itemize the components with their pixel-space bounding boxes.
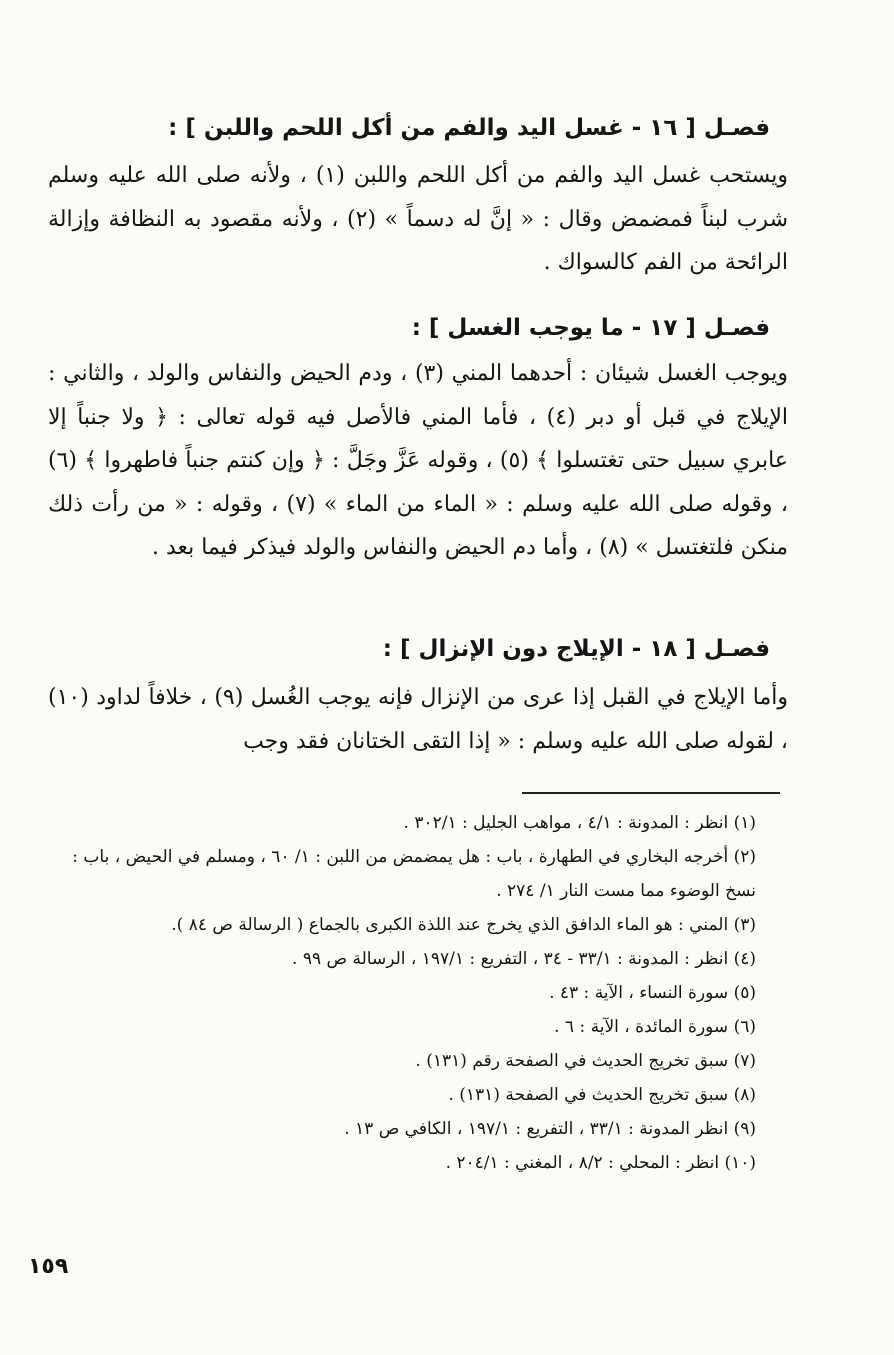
footnote-8: (٨) سبق تخريج الحديث في الصفحة (١٣١) . — [448, 1085, 756, 1105]
section-paragraph: ويوجب الغسل شيئان : أحدهما المني (٣) ، ودم الحيض والنفاس والولد ، والثاني : الإيلاج في قبل أو دبر (٤) ، فأما المني فالأصل فيه قوله تعالى : ﴿ ولا جنباً إلا عابري سبيل حتى تغتسلوا ﴾ (٥) ، وقوله عَزَّ وجَلَّ : ﴿ وإن كنتم جنباً فاطهروا ﴾ (٦) ، وقوله صلى الله عليه وسلم : « الماء من الماء » (٧) ، وقوله : « من رأت ذلك منكن فلتغتسل » (٨) ، وأما دم الحيض والنفاس والولد فيذكر فيما بعد . — [48, 361, 789, 560]
page-number: ١٥٩ — [28, 1254, 69, 1279]
footnote-7: (٧) سبق تخريج الحديث في الصفحة رقم (١٣١) . — [415, 1051, 756, 1071]
footnote-1: (١) انظر : المدونة : ٤/١ ، مواهب الجليل : ٣٠٢/١ . — [403, 813, 756, 833]
section-body-16 — [48, 154, 788, 285]
section-body-17 — [48, 352, 788, 570]
footnote-4: (٤) انظر : المدونة : ٣٣/١ - ٣٤ ، التفريع : ١٩٧/١ ، الرسالة ص ٩٩ . — [292, 949, 756, 969]
section-heading-18: فصـل [ ١٨ - الإيلاج دون الإنزال ] : — [382, 636, 770, 662]
section-heading-17: فصـل [ ١٧ - ما يوجب الغسل ] : — [411, 315, 770, 341]
footnote-2: (٢) أخرجه البخاري في الطهارة ، باب : هل يمضمض من اللبن : ١/ ٦٠ ، ومسلم في الحيض ، باب : نسخ الوضوء مما مست النار ١/ ٢٧٤ . — [72, 847, 756, 901]
section-heading-16: فصـل [ ١٦ - غسل اليد والفم من أكل اللحم واللبن ] : — [168, 115, 770, 141]
footnote-6: (٦) سورة المائدة ، الآية : ٦ . — [554, 1017, 756, 1037]
footnote-separator — [522, 792, 780, 794]
footnote-5: (٥) سورة النساء ، الآية : ٤٣ . — [549, 983, 756, 1003]
footnotes — [44, 806, 756, 1180]
section-body-18 — [48, 676, 788, 763]
footnote-9: (٩) انظر المدونة : ٣٣/١ ، التفريع : ١٩٧/١ ، الكافي ص ١٣ . — [344, 1119, 756, 1139]
footnote-3: (٣) المني : هو الماء الدافق الذي يخرج عند اللذة الكبرى بالجماع ( الرسالة ص ٨٤ ). — [171, 915, 756, 935]
footnote-10: (١٠) انظر : المحلي : ٨/٢ ، المغني : ٢٠٤/١ . — [445, 1153, 756, 1173]
section-paragraph: ويستحب غسل اليد والفم من أكل اللحم واللبن (١) ، ولأنه صلى الله عليه وسلم شرب لبناً فمضمض وقال : « إنَّ له دسماً » (٢) ، ولأنه مقصود به النظافة وإزالة الرائحة من الفم كالسواك . — [48, 163, 788, 275]
section-paragraph: وأما الإيلاج في القبل إذا عرى من الإنزال فإنه يوجب الغُسل (٩) ، خلافاً لداود (١٠) ، لقوله صلى الله عليه وسلم : « إذا التقى الختانان فقد وجب — [48, 685, 788, 754]
